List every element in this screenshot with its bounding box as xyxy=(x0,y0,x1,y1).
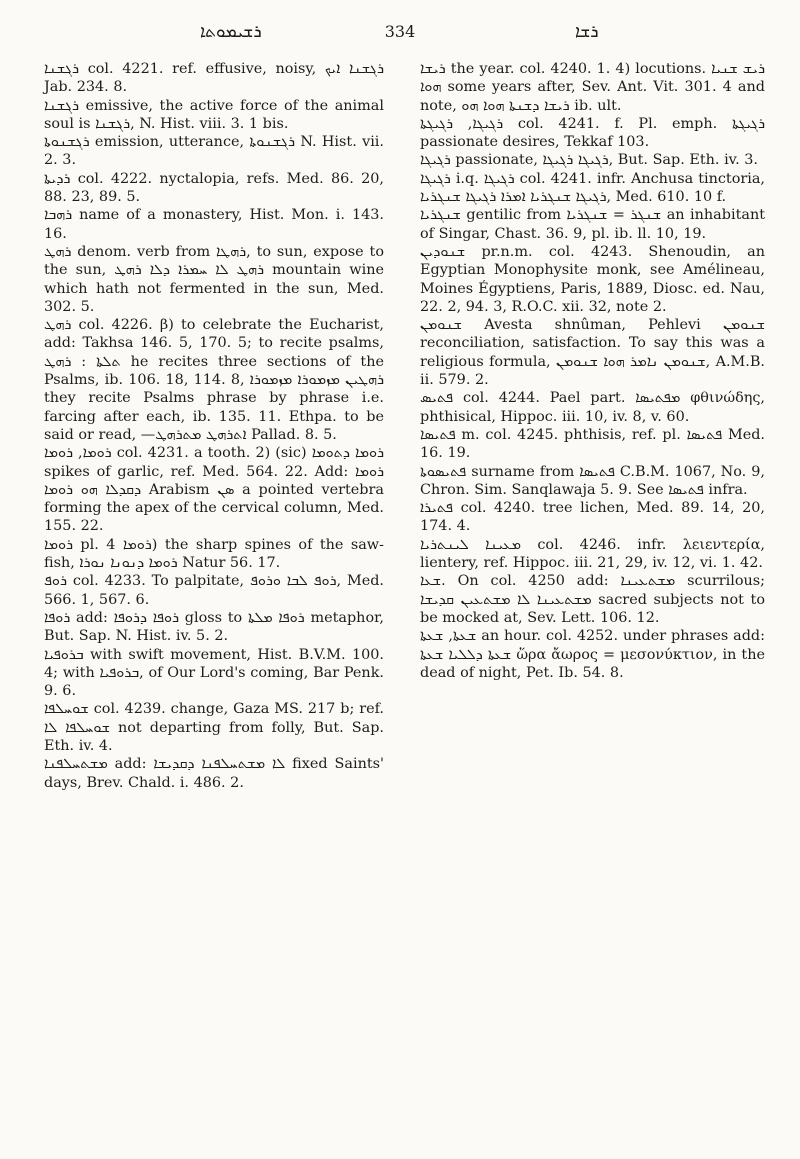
dictionary-entry: ܪܗܛ col. 4226. β) to celebrate the Eucharist, add: Takhsa 146. 5, 170. 5; to recite psalms, ܬܠܬܐ : ܪܗܛ he recites three sections of the Psalms, ib. 106. 18, 114. 8, ܪܗܛܝܢ ܡܙܡܘܪܐ ܡܙܡܘܪܐ they recite Psalms phrase by phrase i.e. farcing after each, ib. 135. 11. Ethpa. to be said or read, —ܐܬܪܗܛ ܡܬܪܗܛ Pallad. 8. 5. xyxy=(44,317,384,443)
dictionary-entry: ܦܬܝܣܘܬܐ surname from ܦܬܝܣܐ C.B.M. 1067, No. 9, Chron. Sim. Sanqlawaja 5. 9. See ܦܬܝܣܐ infra. xyxy=(420,463,765,498)
dictionary-entry: ܪܕܝܬܐ col. 4222. nyctalopia, refs. Med. 86. 20, 88. 23, 89. 5. xyxy=(44,170,384,206)
dictionary-entry: ܫܥܬܐ, ܫܥܬܐ an hour. col. 4252. under phrases add: ܫܥܬܐ ܕܠܠܝܐ ܫܥܬܐ ὥρα ἄωρος = μεσονύκτιον, in the dead of night, Pet. Ib. 54. 8. xyxy=(420,628,765,681)
dictionary-entry: ܫܢܘܡܢ Avesta shnûman, Pehlevi ܫܢܘܡܢ reconciliation, satisfaction. To say this was a religious formula, ܫܢܘܡܢ ܢܐܡܪ ܗܘܐ ܫܢܘܡܢ, A.M.B. ii. 579. 2. xyxy=(420,317,765,389)
dictionary-entry: ܡܫܬܚܠܦܢܐ add: ܠܐ ܡܫܬܚܠܦܢܐ ܕܩܕܝܫܐ fixed Saints' days, Brev. Chald. i. 486. 2. xyxy=(44,756,384,791)
dictionary-entry: ܫܘܚܠܦܐ col. 4239. change, Gaza MS. 217 b; ref. ܫܘܚܠܦܐ ܠܐ not departing from folly, But. Sap. Eth. iv. 4. xyxy=(44,701,384,754)
running-head-right: ܪܫܐ xyxy=(575,22,599,42)
dictionary-entry: ܦܬܝܣܐ m. col. 4245. phthisis, ref. pl. ܦܬܝܣܐ Med. 16. 19. xyxy=(420,426,765,462)
dictionary-entry: ܡܥܝܢܐ ܠܝܢܬܪܝܐ col. 4246. infr. λειεντερία, lientery, ref. Hippoc. iii. 21, 29, iv. 12, vi. 1. 42. xyxy=(420,536,765,572)
dictionary-entry: ܫܢܓܪܝܐ gentilic from ܫܢܓܪ = ܫܢܓܪܝܐ an inhabitant of Singar, Chast. 36. 9, pl. ib. ll. 10, 19. xyxy=(420,207,765,242)
dictionary-entry: ܪܓܫܢܐ col. 4221. ref. effusive, noisy, ܪܓܫܢܐ ܐܝܟ Jab. 234. 8. xyxy=(44,61,384,96)
dictionary-entry: ܪܗܛ denom. verb from ܪܗܛܐ, to sun, expose to the sun, ܪܗܛ ܠܐ ܚܡܪܐ ܕܠܐ ܪܗܛ mountain wine which hath not fermented in the sun, Med. 302. 5. xyxy=(44,243,385,315)
dictionary-entry: ܦܬܝܣ col. 4244. Pael part. ܡܦܬܝܣܐ φθινώδης, phthisical, Hippoc. iii. 10, iv. 8, v. 60. xyxy=(420,390,766,425)
dictionary-entry: ܒܪܘܦܝܐ with swift movement, Hist. B.V.M. 100. 4; with ܒܪܘܦܝܐ, of Our Lord's coming, Bar Penk. 9. 6. xyxy=(44,646,384,700)
page-header xyxy=(0,20,800,46)
dictionary-entry: ܪܘܦܐ add: ܪܘܦܐ ܕܪܘܦܐ gloss to ܪܘܦܐ ܡܠܬܐ metaphor, But. Sap. N. Hist. iv. 5. 2. xyxy=(44,609,384,645)
dictionary-entry: ܪܓܫܢܘܬܐ emission, utterance, ܪܓܫܢܘܬܐ N. Hist. vii. 2. 3. xyxy=(44,134,384,169)
dictionary-entry: ܪܘܡܐ pl. ܪܘܡܐ 4) the sharp spines of the saw-fish, ܪܘܡܐ ܕܢܘܢܐ ܢܘܪܐ Natur 56. 17. xyxy=(44,536,384,572)
dictionary-entry: ܪܘܡܐ, ܪܘܡܐ col. 4231. a tooth. 2) (sic) ܪܘܡܐ ܕܬܘܡܐ spikes of garlic, ref. Med. 564. 22. Add: ܪܘܡܐ ܕܩܕܠܐ ܗܘ ܪܘܡܐ Arabism ܣܢ a pointed vertebra forming the apex of the cervical column, Med. 155. 22. xyxy=(44,445,385,535)
dictionary-entry: ܪܓܝܓܐ passionate, ܪܓܝܓܐ ܪܓܝܓܐ, But. Sap. Eth. iv. 3. xyxy=(420,152,758,169)
left-column xyxy=(44,60,384,792)
dictionary-entry: ܪܗܒܐ name of a monastery, Hist. Mon. i. 143. 16. xyxy=(44,207,384,242)
dictionary-entry: ܪܓܝܓܐ i.q. ܪܓܝܓܐ col. 4241. infr. Anchusa tinctoria, ܪܓܝܓܐ ܫܢܓܪܝܐ ܐܡܪܐ ܪܓܝܓܐ ܫܢܓܪܝܐ, Med. 610. 10 f. xyxy=(420,170,765,206)
dictionary-entry: ܪܓܫܢܐ emissive, the active force of the animal soul is ܪܓܫܢܐ, N. Hist. viii. 3. 1 bis. xyxy=(44,97,384,132)
page-number: 334 xyxy=(384,22,416,41)
dictionary-entry: ܫܢܘܕܝܢ pr.n.m. col. 4243. Shenoudin, an Egyptian Monophysite monk, see Amélineau, Moines Égyptiens, Paris, 1889, Diosc. ed. Nau, 22. 2, 94. 3, R.O.C. xii. 32, note 2. xyxy=(420,243,765,315)
dictionary-entry: ܪܓܝܓܐ, ܪܓܝܓܬܐ col. 4241. f. Pl. emph. ܪܓܝܓܬܐ passionate desires, Tekkaf 103. xyxy=(420,115,765,151)
dictionary-entry: ܦܬܝܪܐ col. 4240. tree lichen, Med. 89. 14, 20, 174. 4. xyxy=(420,500,765,535)
running-head-left: ܪܫܝܡܘܬܐ xyxy=(200,22,262,42)
dictionary-entry: ܪܝܫܐ the year. col. 4240. 1. 4) locutions. ܪܝܫ ܫܢܝܐ ܗܘܐ some years after, Sev. Ant. Vit. 301. 4 and note, ܪܝܫܐ ܕܫܢܬܐ ܗܘܐ ܗܘ ib. ult. xyxy=(420,61,765,114)
dictionary-entry: ܫܥܐ. On col. 4250 add: ܡܫܬܥܝܢܐ scurrilous; ܡܫܬܥܝܢܐ ܠܐ ܡܫܬܥܝܢ ܩܕܝܫܐ sacred subjects not to be mocked at, Sev. Lett. 106. 12. xyxy=(420,573,766,626)
dictionary-entry: ܪܘܦ col. 4233. To palpitate, ܪܘܦ ܠܒܐ ܘܪܘܦ, Med. 566. 1, 567. 6. xyxy=(44,573,385,608)
right-column xyxy=(420,60,765,682)
